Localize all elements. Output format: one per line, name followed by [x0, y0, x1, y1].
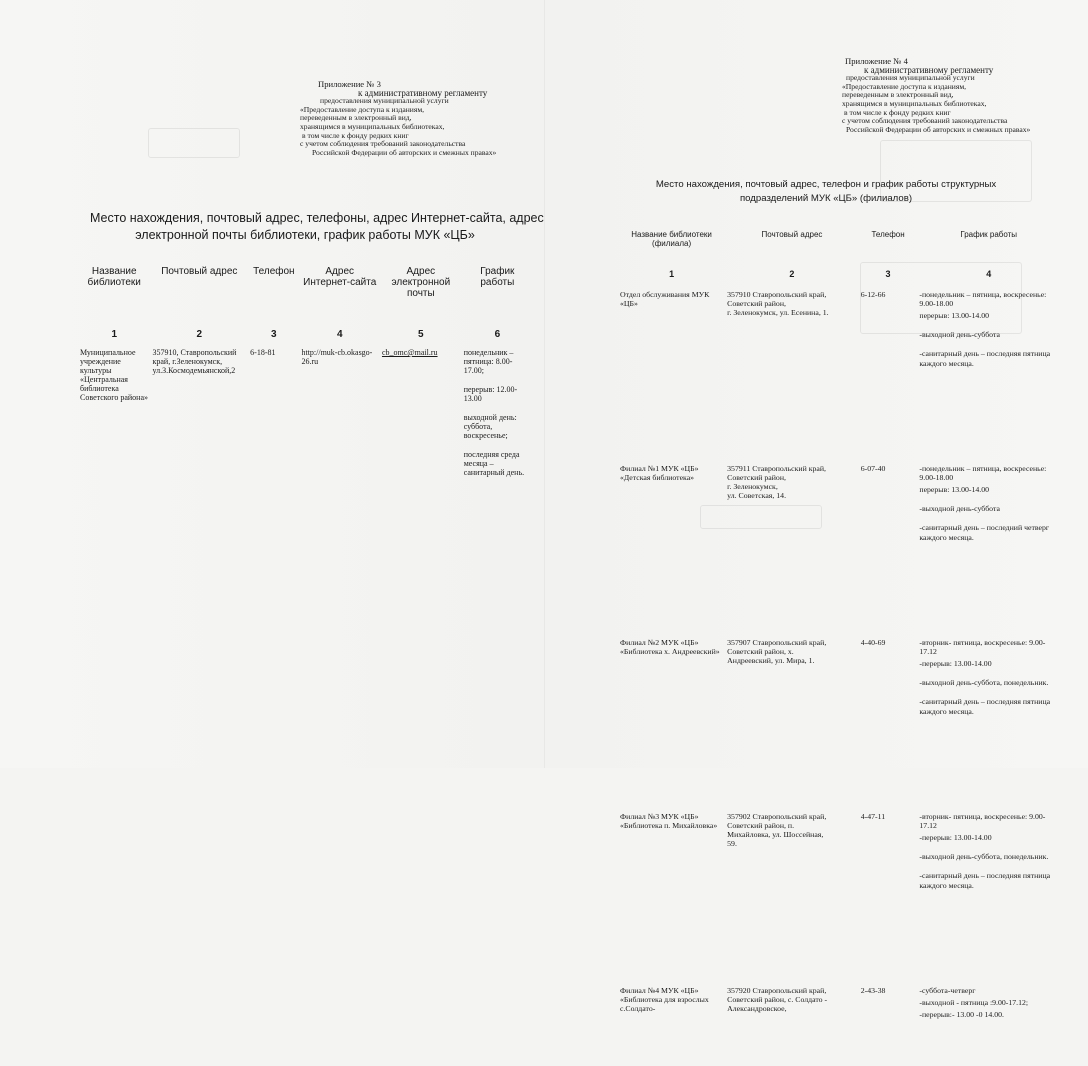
schedule-line: понедельник – пятница: 8.00-17.00;: [463, 348, 514, 375]
address-line: 59.: [727, 839, 737, 849]
address-line: 357911 Ставропольский край,: [727, 463, 826, 473]
table-row: [78, 348, 533, 480]
right-appendix-line: переведенным в электронный вид,: [842, 90, 954, 100]
table-row: [618, 986, 1060, 1066]
library-site: http://muk-cb.okasgo-26.ru: [301, 348, 373, 366]
right-appendix-line: Российской Федерации об авторских и смежных правах»: [846, 124, 1031, 134]
branches-table: [618, 230, 1060, 1066]
schedule-line: -санитарный день – последний четверг каждого месяца.: [919, 523, 1050, 542]
library-contacts-table: [78, 266, 533, 480]
column-number: 4: [986, 269, 992, 280]
branch-schedule: [917, 290, 1060, 464]
branch-name: Филиал №3 МУК «ЦБ» «Библиотека п. Михайловка»: [620, 811, 718, 830]
schedule-line: -вторник- пятница, воскресенье: 9.00-17.12: [919, 637, 1046, 656]
schedule-line: перерыв: 13.00-14.00: [919, 311, 989, 321]
branch-schedule: [917, 638, 1060, 812]
header-branch-schedule: График работы: [960, 230, 1018, 239]
table-row: [618, 812, 1060, 986]
address-line: Андреевский, ул. Мира, 1.: [727, 656, 815, 666]
address-line: Советский район,: [727, 298, 786, 308]
address-line: 357902 Ставропольский край,: [727, 811, 827, 821]
left-title-line: электронной почты библиотеки, график работы МУК «ЦБ»: [135, 228, 475, 242]
branch-phone: 6-07-40: [860, 463, 886, 473]
left-appendix-header: [300, 80, 496, 157]
right-appendix-header: [842, 57, 1030, 134]
address-line: Советский район, п.: [727, 820, 795, 830]
right-appendix-line: с учетом соблюдения требований законодательства: [842, 116, 1008, 126]
left-page-title: [90, 210, 544, 244]
branch-address: [725, 290, 859, 464]
branch-address: [725, 812, 859, 986]
branch-address: [725, 986, 859, 1066]
address-line: г. Зеленокумск, ул. Есенина, 1.: [727, 308, 829, 318]
header-email: Адрес электронной почты: [391, 266, 451, 299]
right-appendix-line: предоставления муниципальной услуги: [846, 73, 975, 83]
right-appendix-number: Приложение № 4: [845, 56, 908, 66]
address-line: Александровское,: [727, 1004, 787, 1014]
branch-name: Филиал №1 МУК «ЦБ» «Детская библиотека»: [620, 463, 699, 482]
schedule-line: перерыв: 12.00-13.00: [463, 385, 518, 403]
right-appendix-line: к административному регламенту: [864, 64, 994, 75]
branch-address: [725, 638, 859, 812]
address-line: 357907 Ставропольский край,: [727, 637, 827, 647]
column-number: 1: [669, 269, 675, 280]
header-branch-name: Название библиотеки (филиала): [631, 230, 712, 249]
branch-phone: 6-12-66: [860, 289, 886, 299]
schedule-line: -выходной день-суббота, понедельник.: [919, 852, 1049, 862]
address-line: 357910 Ставропольский край,: [727, 289, 827, 299]
branch-name: Филиал №2 МУК «ЦБ» «Библиотека х. Андреевский»: [620, 637, 720, 656]
left-appendix-line: предоставления муниципальной услуги: [320, 96, 449, 106]
address-line: г. Зеленокумск,: [727, 482, 778, 492]
left-appendix-line: к административному регламенту: [358, 87, 488, 98]
header-branch-phone: Телефон: [871, 230, 905, 239]
right-title-line: Место нахождения, почтовый адрес, телефон и график работы структурных: [655, 179, 997, 190]
header-schedule: График работы: [480, 266, 515, 288]
library-address: 357910, Ставропольский край, г.Зеленокумск, ул.З.Космодемьянской,2: [152, 348, 237, 375]
schedule-line: выходной день: суббота, воскресенье;: [463, 413, 517, 440]
address-line: Советский район,: [727, 472, 786, 482]
schedule-line: -перерыв:- 13.00 -0 14.00.: [919, 1010, 1004, 1020]
branch-phone: 4-40-69: [860, 637, 886, 647]
schedule-line: -вторник- пятница, воскресенье: 9.00-17.12: [919, 811, 1046, 830]
table-header-row: [618, 230, 1060, 248]
branch-address: [725, 464, 859, 638]
right-appendix-line: хранящимся в муниципальных библиотеках,: [842, 98, 987, 108]
bleed-through-box: [148, 128, 240, 158]
header-phone: Телефон: [253, 266, 295, 277]
address-line: Советский район, х.: [727, 646, 794, 656]
branch-schedule: [917, 812, 1060, 986]
right-appendix-line: «Предоставление доступа к изданиям,: [842, 81, 967, 91]
schedule-line: последняя среда месяца – санитарный день.: [463, 450, 525, 477]
table-row: [618, 638, 1060, 812]
schedule-line: -выходной - пятница :9.00-17.12;: [919, 997, 1029, 1007]
branch-name: Отдел обслуживания МУК «ЦБ»: [620, 289, 710, 308]
schedule-line: -санитарный день – последняя пятница каждого месяца.: [919, 697, 1051, 716]
table-header-row: [78, 266, 533, 299]
library-phone: 6-18-81: [250, 348, 276, 357]
left-appendix-line: «Предоставление доступа к изданиям,: [300, 104, 425, 114]
schedule-line: -санитарный день – последняя пятница каждого месяца.: [919, 349, 1051, 368]
left-appendix-line: с учетом соблюдения требований законодательства: [300, 139, 466, 149]
table-row: [618, 464, 1060, 638]
left-appendix-line: в том числе к фонду редких книг: [302, 130, 409, 140]
schedule-line: -санитарный день – последняя пятница каждого месяца.: [919, 871, 1051, 890]
column-number-row: [78, 299, 533, 348]
schedule-line: перерыв: 13.00-14.00: [919, 485, 989, 495]
column-number: 1: [111, 329, 118, 340]
column-number: 2: [789, 269, 795, 280]
schedule-line: -понедельник – пятница, воскресенье: 9.00-18.00: [919, 289, 1047, 308]
left-appendix-line: Российской Федерации об авторских и смежных правах»: [312, 147, 497, 157]
branch-schedule: [917, 464, 1060, 638]
schedule-line: -выходной день-суббота, понедельник.: [919, 678, 1049, 688]
column-number-row: [618, 248, 1060, 289]
library-email: cb_omc@mail.ru: [381, 348, 438, 357]
schedule-line: -понедельник – пятница, воскресенье: 9.00-18.00: [919, 463, 1047, 482]
branch-phone: 2-43-38: [860, 985, 886, 995]
left-appendix-line: переведенным в электронный вид,: [300, 113, 412, 123]
address-line: Советский район, с. Солдато -: [727, 994, 828, 1004]
header-name: Название библиотеки: [87, 266, 141, 288]
address-line: ул. Советская, 14.: [727, 491, 787, 501]
right-page-title: [636, 178, 1016, 206]
address-line: 357920 Ставропольский край,: [727, 985, 827, 995]
branch-name: Филиал №4 МУК «ЦБ» «Библиотека для взрослых с.Солдато-: [620, 985, 709, 1014]
header-address: Почтовый адрес: [161, 266, 238, 277]
right-appendix-line: в том числе к фонду редких книг: [844, 107, 951, 117]
schedule-line: -перерыв: 13.00-14.00: [919, 659, 992, 669]
column-number: 2: [196, 329, 203, 340]
schedule-line: -выходной день-суббота: [919, 330, 1000, 340]
address-line: Михайловка, ул. Шоссейная,: [727, 830, 824, 840]
header-site: Адрес Интернет-сайта: [303, 266, 377, 288]
library-schedule: [462, 348, 533, 480]
table-row: [618, 290, 1060, 464]
schedule-line: -выходной день-суббота: [919, 504, 1000, 514]
column-number: 3: [885, 269, 891, 280]
left-title-line: Место нахождения, почтовый адрес, телефоны, адрес Интернет-сайта, адрес: [90, 211, 544, 225]
schedule-line: -суббота-четверг: [919, 985, 976, 995]
column-number: 4: [336, 329, 343, 340]
page-fold: [544, 0, 545, 768]
left-appendix-number: Приложение № 3: [318, 79, 381, 89]
branch-phone: 4-47-11: [860, 811, 886, 821]
column-number: 3: [271, 329, 277, 340]
left-appendix-line: хранящимся в муниципальных библиотеках,: [300, 121, 445, 131]
library-name: Муниципальное учреждение культуры «Центральная библиотека Советского района»: [80, 348, 148, 402]
column-number: 6: [494, 329, 501, 340]
column-number: 5: [418, 329, 424, 340]
right-title-line: подразделений МУК «ЦБ» (филиалов): [739, 193, 913, 204]
schedule-line: -перерыв: 13.00-14.00: [919, 833, 992, 843]
branch-schedule: [917, 986, 1060, 1066]
header-branch-address: Почтовый адрес: [761, 230, 823, 239]
